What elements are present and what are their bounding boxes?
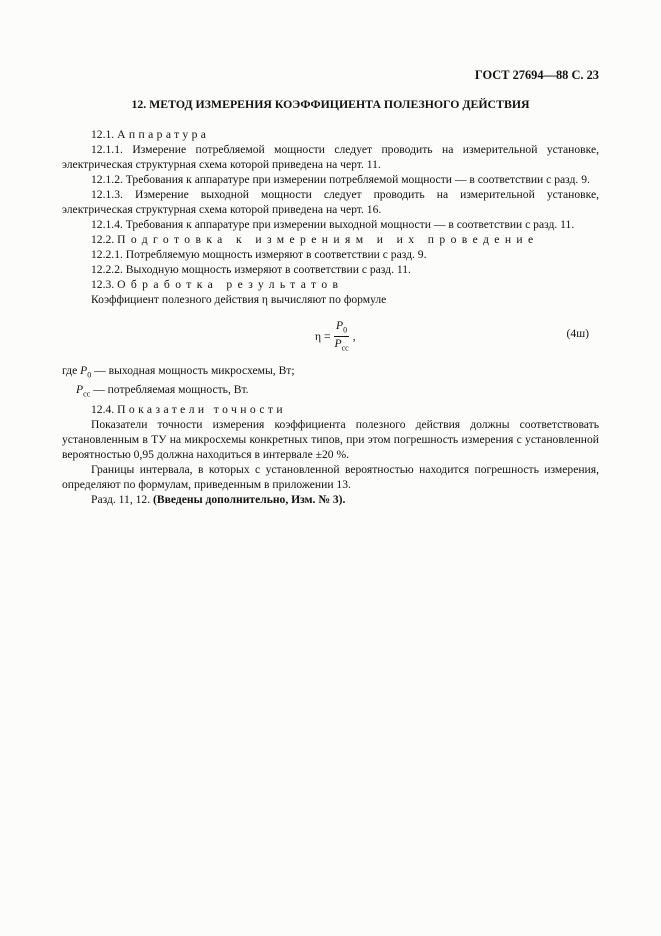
subsection-number: 12.1. (91, 128, 115, 141)
section-title: 12. МЕТОД ИЗМЕРЕНИЯ КОЭФФИЦИЕНТА ПОЛЕЗНОГО ДЕЙСТВИЯ (131, 97, 530, 111)
fraction-numerator: $P_0$ (334, 319, 349, 337)
formula-trail: , (352, 330, 356, 344)
paragraph-12-4-1: Показатели точности измерения коэффициента полезного действия должны соответствовать установленным в ТУ на микросхемы конкретных типов, при этом погрешность измерения с установленной вероятностью 0,95 должна находиться в интервале ±20 %. (62, 417, 599, 461)
subsection-12-4-heading (62, 402, 599, 417)
subsection-heading: Подготовка к измерениям и их проведение (117, 233, 539, 246)
paragraph-12-2-2: 12.2.2. Выходную мощность измеряют в соответствии с разд. 11. (91, 263, 411, 276)
paragraph-12-1-3: 12.1.3. Измерение выходной мощности следует проводить на измерительной установке, электрическая структурная схема которой приведена на черт. 16. (62, 188, 599, 216)
equation-number: (4ш) (566, 327, 589, 340)
variable-definition-p0: где $P_0$ — выходная мощность микросхемы, Вт; (62, 364, 295, 380)
efficiency-formula (315, 319, 356, 355)
subsection-heading: Обработка результатов (117, 278, 344, 291)
formula-block (62, 313, 599, 359)
formula-fraction (333, 319, 351, 355)
subsection-heading: Показатели точности (117, 402, 286, 416)
subsection-12-3-heading (62, 277, 599, 292)
paragraph-12-3-text: Коэффициент полезного действия η вычисляют по формуле (91, 293, 387, 306)
paragraph-12-4-2: Границы интервала, в которых с установленной вероятностью находится погрешность измерения, определяют по формулам, приведенным в приложении 13. (62, 462, 599, 491)
subsection-12-2-heading (62, 232, 599, 247)
subsection-number: 12.2. (91, 233, 115, 246)
paragraph-12-1-1: 12.1.1. Измерение потребляемой мощности следует проводить на измерительной установке, электрическая структурная схема которой приведена на черт. 11. (62, 143, 599, 171)
paragraph-12-2-1: 12.2.1. Потребляемую мощность измеряют в соответствии с разд. 9. (91, 248, 427, 261)
subsection-12-1-heading (62, 127, 599, 142)
subsection-heading: Аппаратура (117, 128, 210, 141)
variable-definition-pcc: $P_{cc}$ — потребляемая мощность, Вт. (76, 383, 249, 399)
paragraph-12-1-2: 12.1.2. Требования к аппаратуре при измерении потребляемой мощности — в соответствии с разд. 9. (91, 173, 590, 186)
formula-lhs: η = (315, 330, 331, 344)
subsection-number: 12.3. (91, 278, 115, 291)
subsection-number: 12.4. (91, 402, 115, 416)
fraction-denominator: $P_{cc}$ (334, 337, 349, 353)
page-header: ГОСТ 27694—88 С. 23 (474, 68, 599, 82)
document-body (62, 127, 599, 507)
paragraph-12-1-4: 12.1.4. Требования к аппаратуре при измерении выходной мощности — в соответствии с разд. 11. (91, 218, 575, 231)
amendment-note: Разд. 11, 12. (Введены дополнительно, Изм. № 3). (91, 492, 346, 506)
